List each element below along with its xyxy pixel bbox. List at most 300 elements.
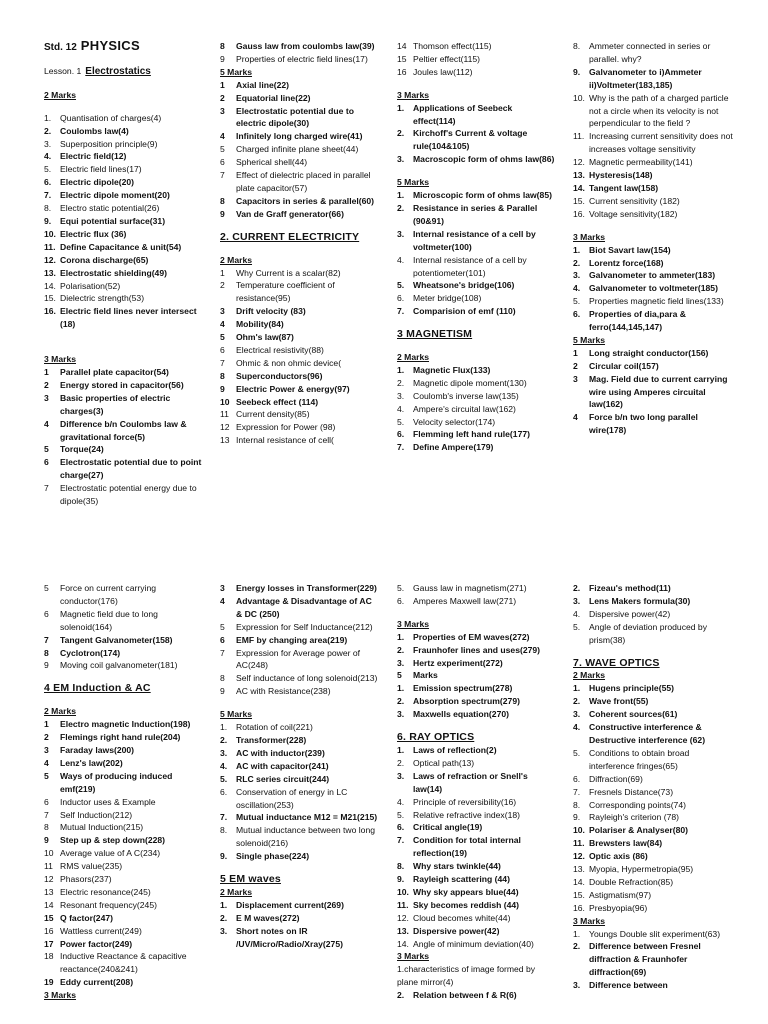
item-number: 8. xyxy=(573,41,581,51)
item-number: 3. xyxy=(220,747,228,758)
item-number: 11. xyxy=(573,131,585,142)
item-text: Youngs Double slit experiment(63) xyxy=(589,928,721,939)
marks-heading: 3 Marks xyxy=(44,990,77,1001)
item-number: 1. xyxy=(220,899,228,910)
list-item xyxy=(573,695,733,708)
list-item xyxy=(573,608,733,621)
item-number: 14. xyxy=(573,876,585,887)
list-item xyxy=(220,357,378,370)
item-number: 11 xyxy=(220,409,229,420)
item-text: Advantage & Disadvantage of AC & DC (250) xyxy=(236,595,372,619)
list-item xyxy=(397,695,555,708)
list-item xyxy=(220,195,378,208)
list-item xyxy=(220,672,378,685)
item-text: Tangent law(158) xyxy=(589,182,659,193)
list-item xyxy=(44,267,204,280)
item-number: 12 xyxy=(44,874,54,885)
item-text: Properties magnetic field lines(133) xyxy=(589,296,724,307)
list-item xyxy=(220,824,378,850)
item-number: 6 xyxy=(220,344,225,355)
list-item xyxy=(44,899,204,912)
item-number: 3. xyxy=(220,925,228,936)
list-item xyxy=(44,202,204,215)
marks-heading: 3 Marks xyxy=(397,618,430,629)
item-number: 19 xyxy=(44,977,54,988)
item-number: 1 xyxy=(573,347,578,358)
item-text: Optic axis (86) xyxy=(589,851,648,862)
item-number: 7 xyxy=(44,809,49,820)
item-number: 1. xyxy=(397,631,405,642)
item-number: 6. xyxy=(573,773,581,784)
list-item xyxy=(573,208,733,221)
item-number: 5. xyxy=(397,280,405,291)
item-number: 12. xyxy=(44,254,56,265)
item-text: Ammeter connected in series or parallel. why? xyxy=(589,41,711,64)
item-number: 3. xyxy=(397,770,405,781)
item-number: 10. xyxy=(44,228,56,239)
item-number: 1. xyxy=(397,744,405,755)
item-text: Mag. Field due to current carrying wire using Amperes circuital law(162) xyxy=(589,373,728,410)
spacer xyxy=(220,221,378,231)
item-text: Critical angle(19) xyxy=(413,822,483,833)
item-text: Define Ampere(179) xyxy=(413,442,494,453)
list-item xyxy=(573,979,733,992)
list-item xyxy=(397,708,555,721)
list-item xyxy=(397,390,555,403)
item-text: Maxwells equation(270) xyxy=(413,709,509,720)
item-text: Difference between xyxy=(589,980,668,991)
item-text: Mutual inductance between two long solenoid(216) xyxy=(236,825,376,849)
item-text: Infinitely long charged wire(41) xyxy=(236,131,363,142)
item-number: 8. xyxy=(44,203,52,214)
item-text: Electric Power & energy(97) xyxy=(236,383,350,394)
list-item xyxy=(573,876,733,889)
item-text: Displacement current(269) xyxy=(236,899,344,910)
list-item xyxy=(397,796,555,809)
item-number: 12. xyxy=(397,912,409,923)
item-text: Force b/n two long parallel wire(178) xyxy=(589,412,698,436)
top-column-4 xyxy=(573,40,733,437)
list-item xyxy=(573,169,733,182)
item-text: Cyclotron(174) xyxy=(60,647,121,658)
item-number: 1 xyxy=(44,367,49,378)
item-text: Mutual inductance M12 = M21(215) xyxy=(236,812,378,823)
item-text: Amperes Maxwell law(271) xyxy=(413,595,517,606)
list-item xyxy=(220,595,378,621)
item-text: Electric flux (36) xyxy=(60,228,127,239)
item-number: 4 xyxy=(44,418,49,429)
item-number: 2. xyxy=(220,912,228,923)
lesson-number: Lesson. 1 xyxy=(44,65,82,76)
item-number: 8 xyxy=(220,195,225,206)
bottom-column-3 xyxy=(397,582,555,1002)
item-number: 2. xyxy=(397,757,405,768)
list-item xyxy=(44,456,204,482)
item-text: Axial line(22) xyxy=(236,79,290,90)
item-number: 3 xyxy=(573,373,578,384)
item-number: 3 xyxy=(44,744,49,755)
item-text: Diffraction(69) xyxy=(589,773,643,784)
list-item xyxy=(397,127,555,153)
list-item xyxy=(573,182,733,195)
list-item xyxy=(44,912,204,925)
list-item xyxy=(397,938,555,951)
list-item xyxy=(220,912,378,925)
list-item xyxy=(397,102,555,128)
list-item xyxy=(44,241,204,254)
item-number: 9 xyxy=(220,686,225,697)
item-number: 7 xyxy=(44,483,49,494)
item-number: 3. xyxy=(397,228,405,239)
item-text: Energy losses in Transformer(229) xyxy=(236,583,377,593)
list-item xyxy=(44,860,204,873)
spacer xyxy=(220,698,378,708)
item-text: Equatorial line(22) xyxy=(236,92,311,103)
list-item xyxy=(397,441,555,454)
list-item xyxy=(573,850,733,863)
item-text: Galvanometer to i)Ammeter ii)Voltmeter(183,185) xyxy=(589,66,702,90)
item-number: 6. xyxy=(397,429,405,440)
list-item xyxy=(397,582,555,595)
list-item xyxy=(573,66,733,92)
item-number: 1. xyxy=(573,244,581,255)
item-number: 9. xyxy=(397,874,405,885)
item-number: 14 xyxy=(44,899,54,910)
item-text: Tangent Galvanometer(158) xyxy=(60,634,173,645)
list-item xyxy=(44,582,204,608)
list-item xyxy=(220,421,378,434)
item-text: Dielectric strength(53) xyxy=(60,293,145,304)
item-text: Macroscopic form of ohms law(86) xyxy=(413,154,555,165)
item-text: Difference between Fresnel diffraction & Fraunhofer diffraction(69) xyxy=(589,941,701,978)
subject-label: PHYSICS xyxy=(80,38,140,53)
list-item xyxy=(44,821,204,834)
item-number: 3 xyxy=(44,392,49,403)
item-number: 1. xyxy=(397,102,405,113)
list-item xyxy=(397,153,555,166)
list-item xyxy=(397,873,555,886)
item-number: 1. xyxy=(397,190,405,201)
item-number: 11 xyxy=(44,861,53,872)
list-item xyxy=(573,863,733,876)
item-text: AC with inductor(239) xyxy=(236,747,325,758)
list-item xyxy=(573,295,733,308)
item-number: 3 xyxy=(220,105,225,116)
list-item xyxy=(44,938,204,951)
item-number: 8 xyxy=(220,41,225,51)
item-text: Relative refractive index(18) xyxy=(413,809,520,820)
item-number: 1. xyxy=(573,683,581,694)
item-text: Polariser & Analyser(80) xyxy=(589,825,689,836)
item-text: Properties of dia,para & ferro(144,145,147) xyxy=(589,309,686,333)
spacer xyxy=(397,79,555,89)
item-number: 3. xyxy=(397,154,405,165)
item-number: 4 xyxy=(220,319,225,330)
item-number: 10 xyxy=(220,396,230,407)
item-text: Eddy current(208) xyxy=(60,977,134,988)
item-text: Transformer(228) xyxy=(236,734,307,745)
list-item xyxy=(44,809,204,822)
marks-heading: 3 Marks xyxy=(573,915,606,926)
spacer xyxy=(397,341,555,351)
marks-heading: 3 Marks xyxy=(573,231,606,242)
list-item xyxy=(573,347,733,360)
item-number: 2 xyxy=(220,92,225,103)
spacer xyxy=(44,331,204,353)
item-number: 10 xyxy=(44,848,54,859)
list-item xyxy=(44,138,204,151)
list-item xyxy=(397,834,555,860)
item-number: 7 xyxy=(220,357,225,368)
list-item xyxy=(220,925,378,951)
list-item xyxy=(44,834,204,847)
list-item xyxy=(220,208,378,221)
list-item xyxy=(220,92,378,105)
item-text: Quantisation of charges(4) xyxy=(60,112,162,123)
list-item xyxy=(44,731,204,744)
list-item xyxy=(220,773,378,786)
item-text: Electric dipole(20) xyxy=(60,177,135,188)
item-number: 6 xyxy=(44,608,49,619)
item-number: 4. xyxy=(397,403,405,414)
list-item xyxy=(220,156,378,169)
list-item xyxy=(220,40,378,53)
item-number: 3. xyxy=(573,709,581,720)
bottom-column-2 xyxy=(220,582,378,950)
list-item xyxy=(44,215,204,228)
item-text: Electro static potential(26) xyxy=(60,203,160,214)
item-text: Electric dipole moment(20) xyxy=(60,190,170,201)
page-title xyxy=(44,40,204,55)
item-number: 9. xyxy=(573,812,581,823)
list-paragraph: 1.characteristics of image formed by plane mirror(4) xyxy=(397,964,536,988)
item-number: 1. xyxy=(220,722,228,733)
item-text: Comparision of emf (110) xyxy=(413,306,516,317)
item-number: 4 xyxy=(573,412,578,423)
item-text: Electrostatic potential due to electric dipole(30) xyxy=(236,105,354,129)
item-number: 2. xyxy=(573,696,581,707)
item-text: Thomson effect(115) xyxy=(413,41,492,51)
item-text: Flemming left hand rule(177) xyxy=(413,429,530,440)
list-item xyxy=(397,279,555,292)
item-number: 18 xyxy=(44,951,54,962)
item-number: 7 xyxy=(220,647,225,658)
item-number: 11. xyxy=(573,838,585,849)
item-number: 13. xyxy=(573,864,585,875)
item-number: 6 xyxy=(44,796,49,807)
item-number: 16. xyxy=(44,306,56,317)
item-text: Polarisation(52) xyxy=(60,280,121,291)
top-column-2 xyxy=(220,40,378,447)
item-number: 2. xyxy=(44,125,52,136)
item-number: 1. xyxy=(397,683,405,694)
list-item xyxy=(573,308,733,334)
item-number: 12. xyxy=(573,851,585,862)
item-text: Magnetic permeability(141) xyxy=(589,157,693,168)
item-number: 17 xyxy=(44,938,54,949)
item-text: Electric field lines(17) xyxy=(60,164,142,175)
item-text: Presbyopia(96) xyxy=(589,902,648,913)
item-text: Difference b/n Coulombs law & gravitational force(5) xyxy=(60,418,187,442)
item-text: Rayleigh's criterion (78) xyxy=(589,812,679,823)
list-item xyxy=(573,773,733,786)
item-text: Ohmic & non ohmic device( xyxy=(236,357,342,368)
item-text: Why sky appears blue(44) xyxy=(413,886,519,897)
spacer xyxy=(573,221,733,231)
list-item xyxy=(44,379,204,392)
item-text: Hysteresis(148) xyxy=(589,170,653,181)
item-text: Wave front(55) xyxy=(589,696,649,707)
item-number: 7 xyxy=(44,634,49,645)
item-text: Relation between f & R(6) xyxy=(413,990,517,1001)
item-number: 15. xyxy=(573,195,585,206)
list-item xyxy=(220,899,378,912)
list-item xyxy=(397,631,555,644)
list-item xyxy=(573,582,733,595)
item-text: Brewsters law(84) xyxy=(589,838,663,849)
item-number: 7 xyxy=(220,170,225,181)
list-item xyxy=(44,150,204,163)
item-text: Inductor uses & Example xyxy=(60,796,156,807)
list-item xyxy=(397,925,555,938)
list-item xyxy=(44,392,204,418)
item-number: 4. xyxy=(573,608,581,619)
item-text: Gauss law from coulombs law(39) xyxy=(236,41,375,51)
list-item xyxy=(573,595,733,608)
item-text: Properties of electric field lines(17) xyxy=(236,53,368,64)
item-number: 13 xyxy=(44,886,54,897)
item-number: 2. xyxy=(573,257,581,268)
item-number: 3. xyxy=(397,709,405,720)
item-text: Electrostatic potential energy due to dipole(35) xyxy=(60,483,197,507)
list-item xyxy=(573,708,733,721)
item-text: Lens Makers formula(30) xyxy=(589,595,691,606)
item-text: Self Induction(212) xyxy=(60,809,133,820)
item-number: 6 xyxy=(220,157,225,168)
list-item xyxy=(44,744,204,757)
item-text: Internal resistance of a cell by voltmeter(100) xyxy=(413,228,536,252)
item-number: 6 xyxy=(220,634,225,645)
item-number: 5. xyxy=(573,296,581,307)
item-text: Constructive interference & Destructive interference (62) xyxy=(589,722,706,745)
item-text: Biot Savart law(154) xyxy=(589,244,671,255)
item-number: 3. xyxy=(44,138,52,149)
spacer xyxy=(397,608,555,618)
list-item xyxy=(220,331,378,344)
list-item xyxy=(44,366,204,379)
item-text: Hertz experiment(272) xyxy=(413,657,503,668)
item-number: 9 xyxy=(44,660,49,671)
marks-heading: 2 Marks xyxy=(220,886,253,897)
item-number: 4 xyxy=(44,757,49,768)
lesson-name: Electrostatics xyxy=(85,65,151,77)
item-text: Laws of refraction or Snell's law(14) xyxy=(413,770,528,794)
item-text: Flemings right hand rule(204) xyxy=(60,732,181,743)
item-number: 7. xyxy=(397,442,405,453)
list-item xyxy=(573,411,733,437)
list-item xyxy=(573,824,733,837)
item-text: Single phase(224) xyxy=(236,851,310,862)
item-text: Circular coil(157) xyxy=(589,360,659,371)
item-text: Principle of reversibility(16) xyxy=(413,796,517,807)
item-text: Optical path(13) xyxy=(413,757,475,768)
item-number: 3. xyxy=(573,980,581,991)
spacer xyxy=(397,721,555,731)
item-number: 3. xyxy=(573,270,581,281)
list-item xyxy=(573,373,733,412)
list-item xyxy=(220,169,378,195)
item-number: 5. xyxy=(220,773,228,784)
item-number: 12. xyxy=(573,157,585,168)
item-text: Force on current carrying conductor(176) xyxy=(60,583,156,606)
item-text: Lenz's law(202) xyxy=(60,757,123,768)
item-number: 5 xyxy=(44,444,49,455)
item-number: 6 xyxy=(44,457,49,468)
item-text: Condition for total internal reflection(19) xyxy=(413,835,521,859)
item-text: Voltage sensitivity(182) xyxy=(589,208,678,219)
item-text: Rayleigh scattering (44) xyxy=(413,874,510,885)
list-item xyxy=(44,608,204,634)
item-number: 1. xyxy=(397,364,405,375)
list-item xyxy=(397,669,555,682)
list-item xyxy=(573,786,733,799)
item-number: 4. xyxy=(397,796,405,807)
item-number: 3. xyxy=(397,390,405,401)
list-item xyxy=(44,925,204,938)
item-text: Conservation of energy in LC oscillation(253) xyxy=(236,786,348,810)
list-item xyxy=(573,621,733,647)
list-item xyxy=(220,318,378,331)
item-text: Expression for Average power of AC(248) xyxy=(236,647,361,671)
item-number: 4. xyxy=(44,151,52,162)
list-item xyxy=(44,482,204,508)
spacer xyxy=(397,318,555,328)
marks-heading: 3 Marks xyxy=(397,951,430,962)
item-text: Marks xyxy=(413,670,438,681)
item-text: Parallel plate capacitor(54) xyxy=(60,367,169,378)
item-text: Gauss law in magnetism(271) xyxy=(413,583,527,593)
list-item xyxy=(397,228,555,254)
list-item xyxy=(397,860,555,873)
item-text: Dispersive power(42) xyxy=(589,608,671,619)
marks-heading: 3 Marks xyxy=(397,89,430,100)
bottom-column-1 xyxy=(44,582,204,1002)
item-number: 9. xyxy=(220,851,228,862)
item-text: Fizeau's method(11) xyxy=(589,583,671,593)
list-item xyxy=(397,757,555,770)
item-text: Why Current is a scalar(82) xyxy=(236,267,341,278)
item-number: 3 xyxy=(220,583,225,593)
list-item xyxy=(397,377,555,390)
spacer xyxy=(220,863,378,873)
item-text: Galvanometer to voltmeter(185) xyxy=(589,283,718,294)
list-item xyxy=(573,747,733,773)
list-item xyxy=(397,595,555,608)
list-item xyxy=(397,886,555,899)
item-text: Superconductors(96) xyxy=(236,370,323,381)
item-text: Basic properties of electric charges(3) xyxy=(60,392,171,416)
item-number: 9 xyxy=(220,383,225,394)
item-number: 8 xyxy=(220,370,225,381)
list-item xyxy=(573,244,733,257)
item-text: Electric field lines never intersect (18) xyxy=(60,306,197,330)
item-text: Inductive Reactance & capacitive reactance(240&241) xyxy=(60,951,187,975)
item-text: Electro magnetic Induction(198) xyxy=(60,719,191,730)
marks-heading: 5 Marks xyxy=(573,334,606,345)
item-number: 16. xyxy=(573,208,585,219)
item-text: Torque(24) xyxy=(60,444,104,455)
item-text: Emission spectrum(278) xyxy=(413,683,513,694)
